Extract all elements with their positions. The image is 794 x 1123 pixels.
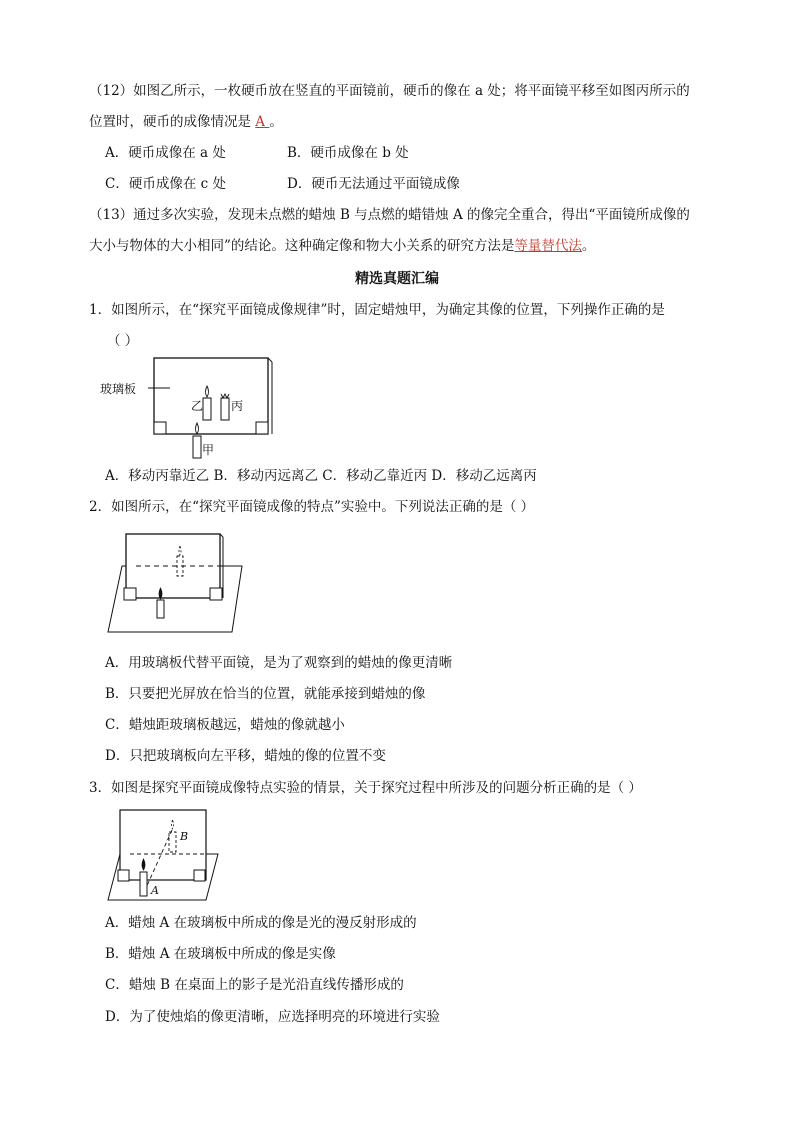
p3-stand-left xyxy=(118,870,129,881)
q12-line-2-text: 位置时，硬币的成像情况是 xyxy=(89,114,256,130)
q13-line-1: （13）通过多次实验，发现未点燃的蜡烛 B 与点燃的蜡错烛 A 的像完全重合，得出“平面镜所成像的 xyxy=(89,207,690,223)
p2-option-c: C．蜡烛距玻璃板越远，蜡烛的像就越小 xyxy=(105,717,345,733)
p1-wick-bing xyxy=(221,394,229,398)
p1-stem: 1．如图所示，在“探究平面镜成像规律”时，固定蜡烛甲，为确定其像的位置，下列操作正确的是 xyxy=(89,302,665,318)
p3-flame-a xyxy=(142,859,145,870)
q12-option-b: B．硬币成像在 b 处 xyxy=(287,145,409,161)
p1-candle-bing xyxy=(221,398,229,420)
p2-option-b: B．只要把光屏放在恰当的位置，就能承接到蜡烛的像 xyxy=(105,686,426,702)
q12-line-2 xyxy=(89,113,283,131)
q13-answer: 等量替代法 xyxy=(514,238,582,254)
p3-stand-right xyxy=(194,870,205,881)
p1-stand-right xyxy=(256,422,268,434)
p2-stand-right xyxy=(210,588,222,600)
p3-candle-a xyxy=(140,872,147,896)
q12-answer: A xyxy=(255,114,270,130)
p3-option-a: A．蜡烛 A 在玻璃板中所成的像是光的漫反射形成的 xyxy=(105,915,417,931)
p2-figure xyxy=(106,530,246,636)
q12-option-c: C．硬币成像在 c 处 xyxy=(105,176,226,192)
p3-option-b: B．蜡烛 A 在玻璃板中所成的像是实像 xyxy=(105,946,336,962)
p1-flame-yi xyxy=(206,386,209,397)
q12-line-2-end: 。 xyxy=(269,114,283,130)
p2-flame xyxy=(159,588,162,599)
p1-figure xyxy=(100,356,280,460)
q12-line-1: （12）如图乙所示，一枚硬币放在竖直的平面镜前，硬币的像在 a 处；将平面镜平移至如图丙所示的 xyxy=(89,83,690,99)
p3-option-d: D．为了使烛焰的像更清晰，应选择明亮的环境进行实验 xyxy=(105,1009,440,1025)
q12-option-a: A．硬币成像在 a 处 xyxy=(105,145,226,161)
p1-glass-board xyxy=(154,358,268,434)
q13-line-2-text: 大小与物体的大小相同”的结论。这种确定像和物大小关系的研究方法是 xyxy=(89,238,515,254)
section-title: 精选真题汇编 xyxy=(355,271,439,287)
p3-stem: 3．如图是探究平面镜成像特点实验的情景，关于探究过程中所涉及的问题分析正确的是（ ） xyxy=(89,780,642,796)
p2-stand-left xyxy=(124,588,136,600)
p2-option-d: D．只把玻璃板向左平移，蜡烛的像的位置不变 xyxy=(105,748,386,764)
p1-label-bing: 丙 xyxy=(231,399,244,413)
p3-label-a: A xyxy=(151,884,159,897)
p2-option-a: A．用玻璃板代替平面镜，是为了观察到的蜡烛的像更清晰 xyxy=(105,655,453,671)
p1-label-jia: 甲 xyxy=(202,443,215,457)
p3-glass-board xyxy=(120,810,206,880)
p3-label-b: B xyxy=(180,830,189,843)
p1-stand-left xyxy=(154,422,166,434)
p1-options: A．移动丙靠近乙 B．移动丙远离乙 C．移动乙靠近丙 D．移动乙远离丙 xyxy=(105,468,537,484)
p1-flame-jia xyxy=(196,423,199,434)
p1-candle-jia xyxy=(193,436,201,458)
p1-label-board: 玻璃板 xyxy=(100,382,137,396)
p2-candle xyxy=(157,600,164,618)
p3-figure xyxy=(106,806,226,904)
q13-line-2 xyxy=(89,237,595,255)
p1-label-yi: 乙 xyxy=(191,399,204,413)
p3-option-c: C．蜡烛 B 在桌面上的影子是光沿直线传播形成的 xyxy=(105,977,404,993)
p2-stem: 2．如图所示，在“探究平面镜成像的特点”实验中。下列说法正确的是（ ） xyxy=(89,499,535,515)
p1-candle-yi xyxy=(203,398,211,420)
q13-line-2-end: 。 xyxy=(581,238,596,254)
q12-option-d: D．硬币无法通过平面镜成像 xyxy=(287,176,460,192)
p1-answer-paren: （ ） xyxy=(107,333,139,349)
